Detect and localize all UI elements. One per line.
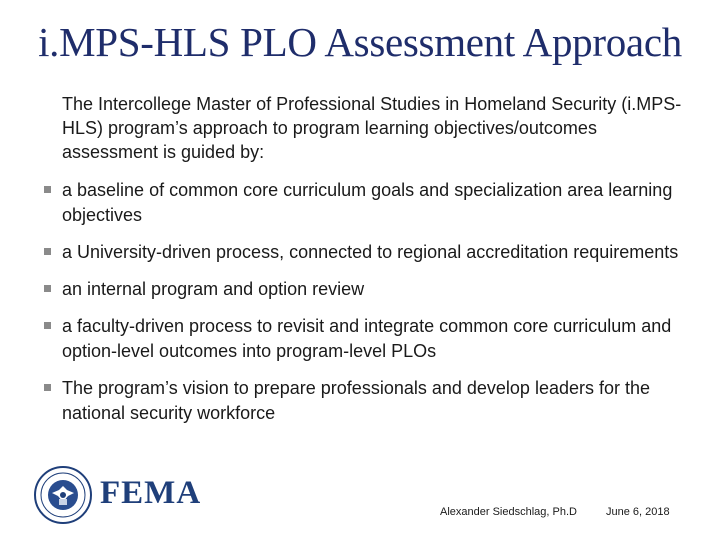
square-bullet-icon (44, 322, 51, 329)
bullet-text: The program’s vision to prepare professionals and develop leaders for the national security workforce (62, 378, 651, 423)
bullet-item (42, 314, 682, 364)
bullet-text: a faculty-driven process to revisit and integrate common core curriculum and option-level outcomes into program-level PLOs (62, 316, 672, 361)
bullet-item (42, 240, 682, 265)
bullet-text: a baseline of common core curriculum goals and specialization area learning objectives (62, 180, 673, 225)
bullet-item (42, 277, 682, 302)
intro-paragraph: The Intercollege Master of Professional Studies in Homeland Security (i.MPS-HLS) program’s approach to program learning objectives/outcomes assessment is guided by: (62, 94, 682, 162)
bullet-item (42, 178, 682, 228)
slide-title: i.MPS-HLS PLO Assessment Approach (38, 19, 682, 65)
fema-logo: FEMA (100, 475, 202, 511)
presenter-name: Alexander Siedschlag, Ph.D (440, 506, 577, 518)
bullet-text: an internal program and option review (62, 279, 365, 299)
square-bullet-icon (44, 248, 51, 255)
square-bullet-icon (44, 384, 51, 391)
bullet-list (42, 178, 682, 426)
square-bullet-icon (44, 186, 51, 193)
presentation-date: June 6, 2018 (606, 506, 670, 518)
bullet-item (42, 376, 682, 426)
bullet-text: a University-driven process, connected to regional accreditation requirements (62, 242, 679, 262)
dhs-seal-icon (34, 466, 92, 524)
square-bullet-icon (44, 285, 51, 292)
